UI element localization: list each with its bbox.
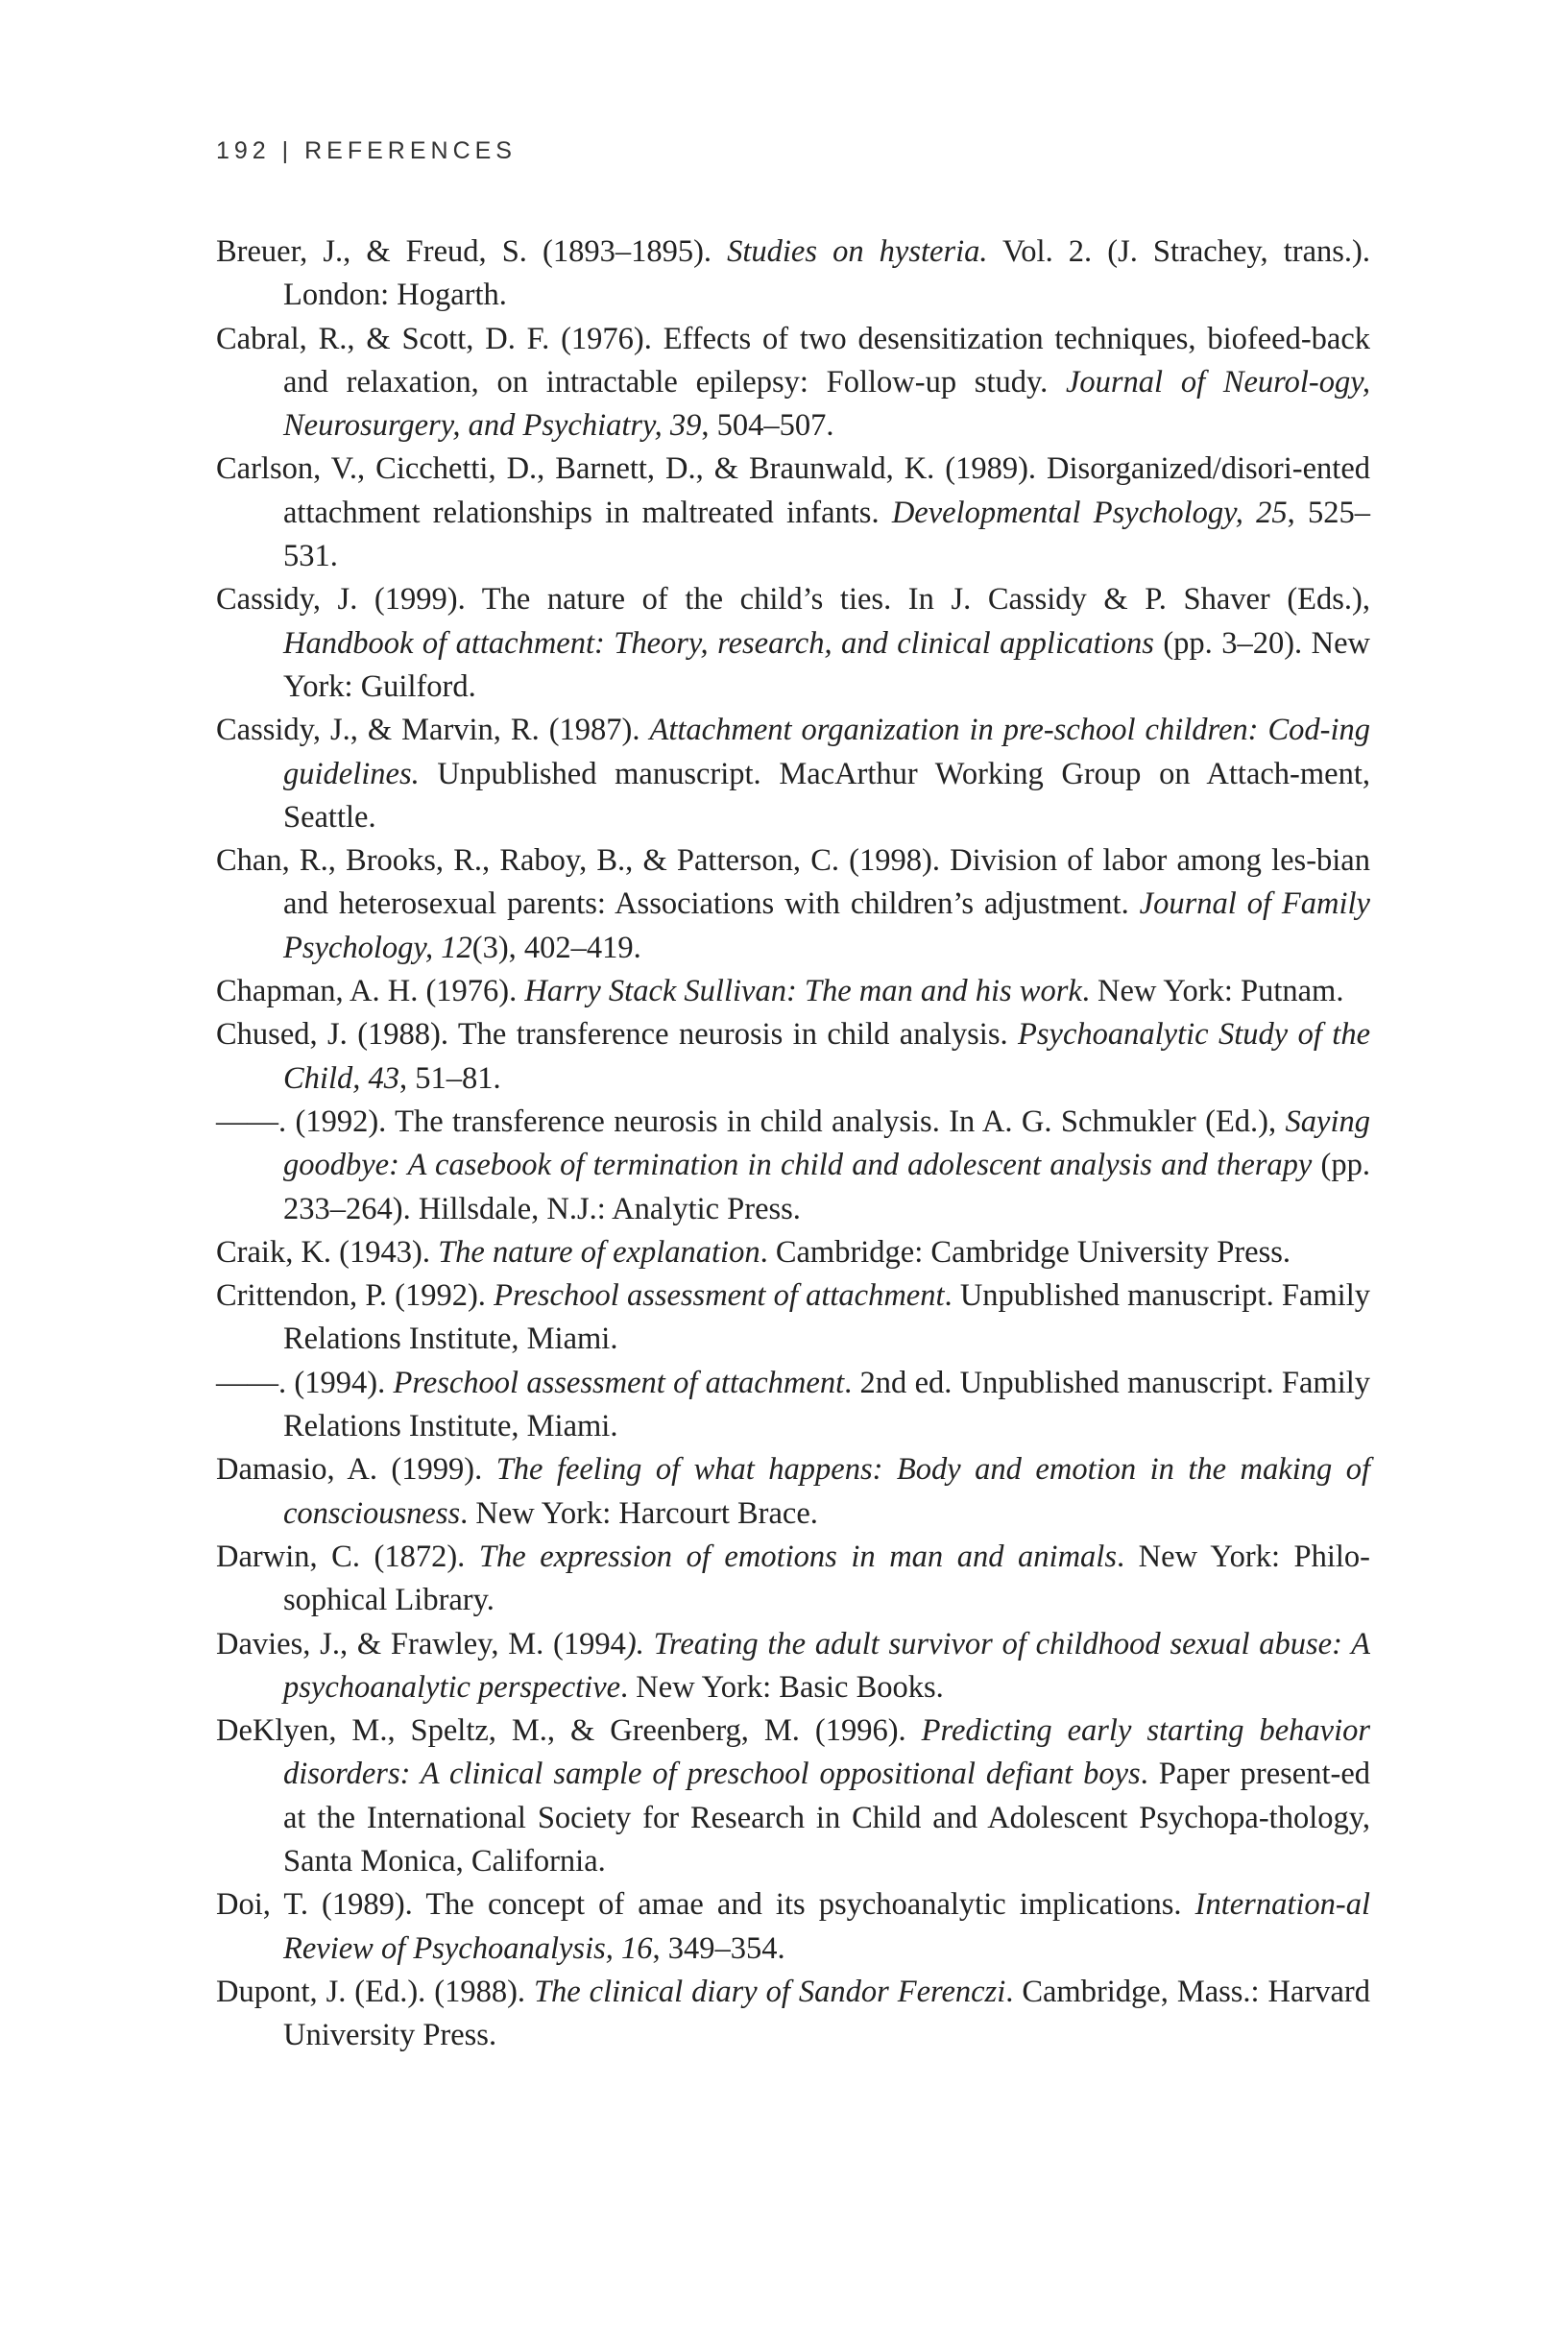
reference-text: Darwin, C. (1872). [216, 1539, 479, 1574]
header-separator: | [281, 137, 294, 164]
reference-italic-text: Studies on hysteria. [727, 234, 988, 269]
running-head [216, 137, 517, 165]
reference-text: . New York: Putnam. [1081, 974, 1344, 1009]
reference-entry [216, 1274, 1370, 1362]
reference-italic-text: Journal of Family Psychology, 12 [283, 886, 1370, 965]
reference-text: Cassidy, J., & Marvin, R. (1987). [216, 713, 650, 748]
reference-italic-text: Harry Stack Sullivan: The man and his work [524, 974, 1082, 1009]
reference-text: (pp. 233–264). Hillsdale, N.J.: Analytic Press. [283, 1148, 1370, 1226]
reference-text: Damasio, A. (1999). [216, 1452, 496, 1488]
reference-text: Cassidy, J. (1999). The nature of the child’s ties. In J. Cassidy & P. Shaver (Eds.), [216, 582, 1370, 618]
reference-entry [216, 970, 1370, 1013]
reference-entry [216, 230, 1370, 318]
reference-text: . Paper present-ed at the International Society for Research in Child and Adolescent Psychopa-thology, Santa Monica, California. [283, 1757, 1370, 1879]
reference-italic-text: Preschool assessment of attachment [393, 1365, 845, 1400]
reference-list [216, 230, 1370, 2057]
reference-entry [216, 1623, 1370, 1710]
reference-text: Dupont, J. (Ed.). (1988). [216, 1974, 534, 2009]
reference-entry [216, 839, 1370, 970]
reference-text: . New York: Harcourt Brace. [460, 1495, 818, 1531]
reference-italic-text: The expression of emotions in man and animals [478, 1539, 1117, 1574]
reference-entry [216, 709, 1370, 839]
reference-italic-text: The clinical diary of Sandor Ferenczi [533, 1974, 1006, 2009]
reference-text: Chan, R., Brooks, R., Raboy, B., & Patterson, C. (1998). Division of labor among les-bian and heterosexual parents: Associations with children’s adjustment. [216, 843, 1370, 922]
reference-italic-text: The nature of explanation [438, 1234, 760, 1270]
reference-text: Doi, T. (1989). The concept of amae and its psychoanalytic implications. [216, 1887, 1195, 1923]
reference-text: Vol. 2. (J. Strachey, trans.). London: Hogarth. [283, 234, 1370, 313]
reference-entry [216, 318, 1370, 449]
reference-italic-text: Journal of Neurol-ogy, Neurosurgery, and Psychiatry, 39 [283, 364, 1370, 444]
reference-italic-text: Predicting early starting behavior disorders: A clinical sample of preschool oppositional defiant boys [283, 1713, 1371, 1792]
reference-text: . New York: Basic Books. [620, 1669, 944, 1705]
reference-text: Chapman, A. H. (1976). [216, 974, 525, 1009]
reference-entry [216, 1362, 1370, 1449]
reference-entry [216, 1013, 1370, 1101]
reference-italic-text: Internation-al Review of Psychoanalysis, 16 [283, 1887, 1370, 1966]
reference-text: (3), 402–419. [471, 930, 641, 965]
reference-text: Davies, J., & Frawley, M. (1994 [216, 1626, 626, 1661]
reference-text: ——. (1992). The transference neurosis in child analysis. In A. G. Schmukler (Ed.), [216, 1103, 1286, 1139]
reference-text: , 349–354. [652, 1930, 785, 1966]
reference-text: Crittendon, P. (1992). [216, 1278, 495, 1314]
reference-italic-text: ). Treating the adult survivor of childhood sexual abuse: A psychoanalytic perspective [283, 1626, 1370, 1705]
reference-text: , 504–507. [701, 408, 834, 444]
reference-entry [216, 1709, 1370, 1883]
reference-italic-text: Attachment organization in pre-school children: Cod-ing guidelines. [283, 713, 1370, 791]
reference-italic-text: Saying goodbye: A casebook of termination in child and adolescent analysis and therapy [283, 1103, 1370, 1183]
reference-italic-text: Handbook of attachment: Theory, research, and clinical applications [283, 625, 1154, 661]
page-number: 192 [216, 137, 271, 164]
reference-text: . 2nd ed. Unpublished manuscript. Family Relations Institute, Miami. [283, 1365, 1371, 1444]
reference-entry [216, 448, 1370, 578]
reference-text: . Cambridge, Mass.: Harvard University Press. [283, 1974, 1371, 2053]
reference-text: , 51–81. [399, 1060, 501, 1096]
reference-entry [216, 1101, 1370, 1231]
reference-italic-text: Developmental Psychology, 25 [891, 495, 1288, 530]
reference-italic-text: Preschool assessment of attachment [494, 1278, 945, 1314]
reference-text: . New York: Philo-sophical Library. [283, 1539, 1371, 1618]
reference-entry [216, 1536, 1370, 1623]
reference-text: Chused, J. (1988). The transference neurosis in child analysis. [216, 1017, 1019, 1053]
reference-entry [216, 578, 1370, 709]
reference-text: (pp. 3–20). New York: Guilford. [283, 625, 1370, 704]
reference-entry [216, 1883, 1370, 1971]
reference-text: , 525–531. [283, 495, 1370, 574]
reference-entry [216, 1448, 1370, 1536]
reference-italic-text: Psychoanalytic Study of the Child, 43 [283, 1017, 1371, 1096]
reference-text: Unpublished manuscript. MacArthur Working Group on Attach-ment, Seattle. [283, 756, 1370, 835]
reference-entry [216, 1231, 1370, 1274]
reference-text: Cabral, R., & Scott, D. F. (1976). Effects of two desensitization techniques, biofeed-back and relaxation, on intractable epilepsy: Follow-up study. [216, 321, 1370, 400]
reference-text: DeKlyen, M., Speltz, M., & Greenberg, M. (1996). [216, 1713, 922, 1749]
reference-text: ——. (1994). [216, 1365, 394, 1400]
reference-entry [216, 1971, 1370, 2058]
reference-text: . Unpublished manuscript. Family Relations Institute, Miami. [283, 1278, 1370, 1357]
reference-text: Craik, K. (1943). [216, 1234, 439, 1270]
reference-italic-text: The feeling of what happens: Body and emotion in the making of consciousness [283, 1452, 1370, 1531]
reference-text: Carlson, V., Cicchetti, D., Barnett, D., & Braunwald, K. (1989). Disorganized/disori-ented attachment relationships in maltreated infants. [216, 451, 1370, 530]
section-title: REFERENCES [304, 137, 517, 164]
reference-text: Breuer, J., & Freud, S. (1893–1895). [216, 234, 728, 269]
reference-text: . Cambridge: Cambridge University Press. [760, 1234, 1291, 1270]
